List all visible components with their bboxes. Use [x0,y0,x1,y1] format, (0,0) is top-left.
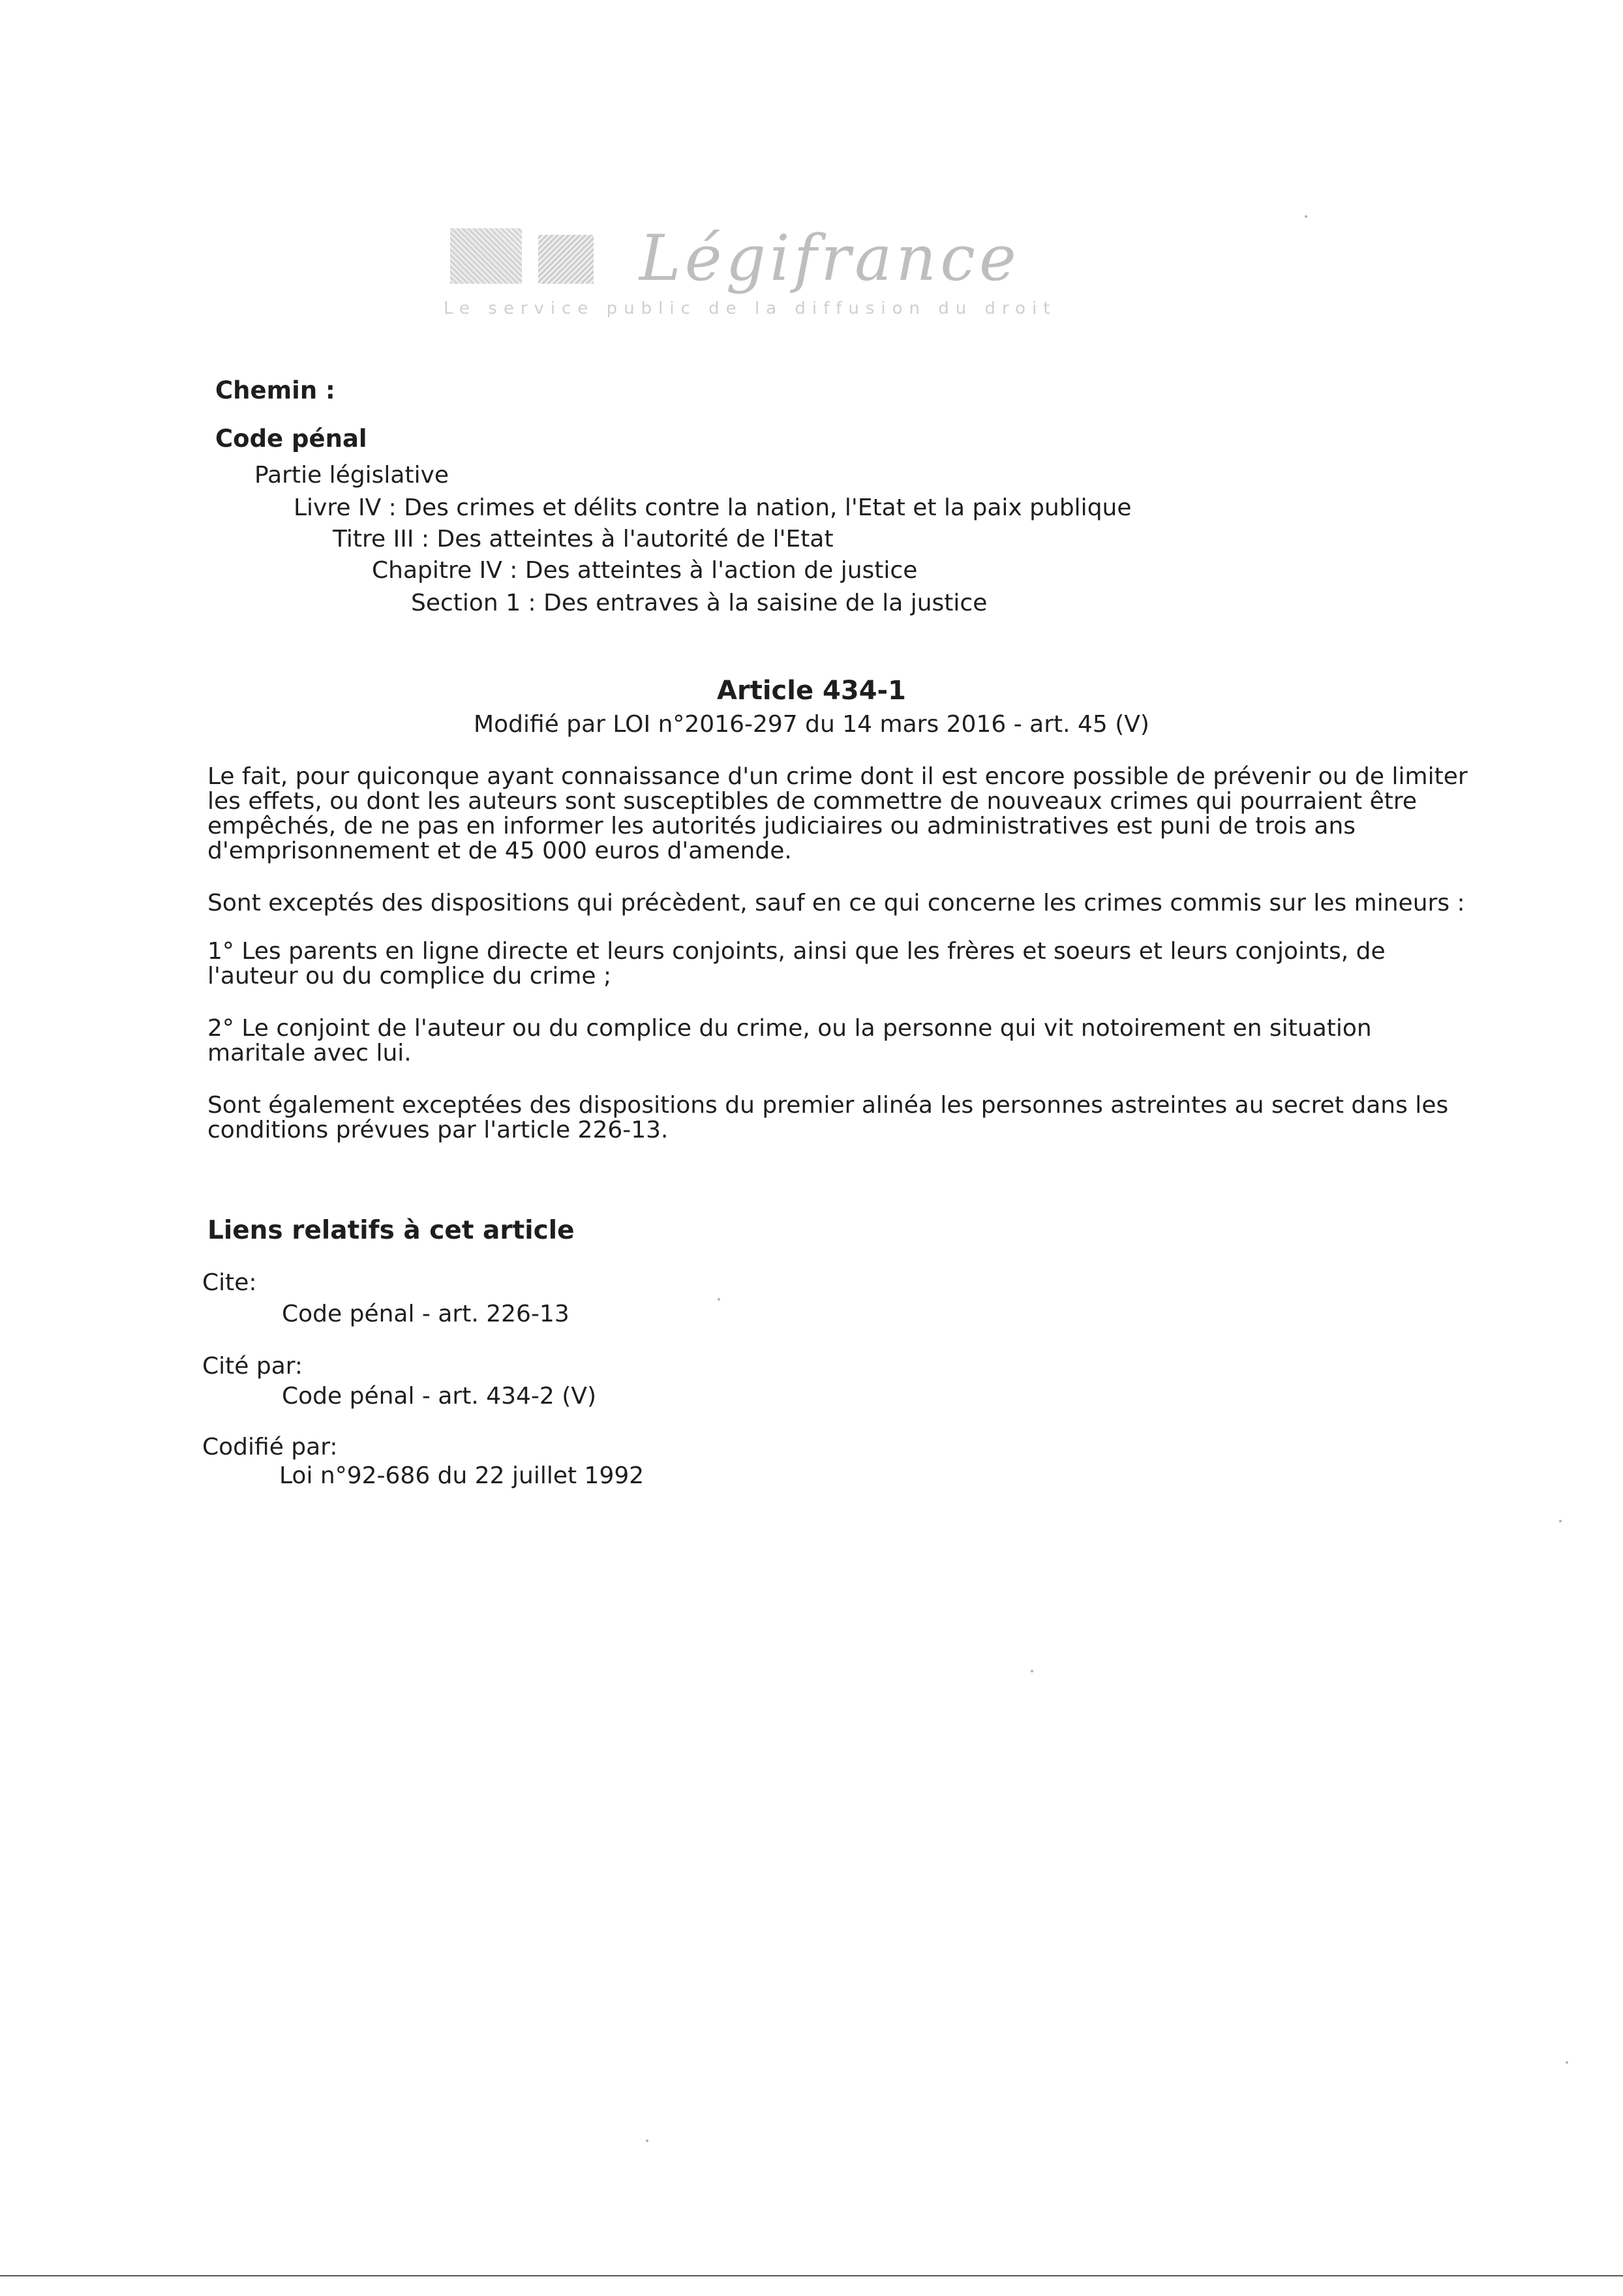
logo-emblem-icon [450,228,522,284]
article-paragraph-3: 1° Les parents en ligne directe et leurs conjoints, ainsi que les frères et soeurs et leurs conjoints, de l'auteur ou du complice du crime ; [207,938,1386,989]
path-section[interactable]: Section 1 : Des entraves à la saisine de la justice [411,590,988,616]
article-paragraph-5: Sont également exceptées des dispositions du premier alinéa les personnes astreintes au secret dans les conditions prévues par l'article 226-13. [207,1092,1449,1143]
path-titre[interactable]: Titre III : Des atteintes à l'autorité de l'Etat [333,526,834,552]
logo-flag-icon [538,235,594,284]
page-bottom-rule [0,2275,1623,2276]
links-heading: Liens relatifs à cet article [207,1216,575,1245]
article-paragraph-1: Le fait, pour quiconque ayant connaissance d'un crime dont il est encore possible de prévenir ou de limiter les effets, ou dont les auteurs sont susceptibles de commettre de nouveaux crimes qui pourraient être empêchés, de ne pas en informer les autorités judiciaires ou administratives est puni de trois ans d'emprisonnement et de 45 000 euros d'amende. [207,763,1468,864]
cite-par-link[interactable]: Code pénal - art. 434-2 (V) [282,1383,596,1410]
article-paragraph-2: Sont exceptés des dispositions qui précèdent, sauf en ce qui concerne les crimes commis sur les mineurs : [207,890,1465,916]
path-chapitre[interactable]: Chapitre IV : Des atteintes à l'action de justice [372,557,918,584]
logo-tagline: Le service public de la diffusion du droit [444,299,1057,318]
path-label: Chemin : [215,376,335,404]
scan-speck [1566,2061,1568,2064]
cite-label: Cite: [202,1269,257,1296]
legifrance-logo [444,222,1239,339]
cite-link[interactable]: Code pénal - art. 226-13 [282,1301,569,1327]
scan-speck [1031,1670,1033,1672]
codifie-link[interactable]: Loi n°92-686 du 22 juillet 1992 [279,1462,645,1489]
article-paragraph-4: 2° Le conjoint de l'auteur ou du complice du crime, ou la personne qui vit notoirement en situation maritale avec lui. [207,1015,1372,1066]
logo-text: Légifrance [639,222,1020,295]
scan-speck [1305,215,1307,218]
path-partie[interactable]: Partie législative [254,462,449,489]
codifie-label: Codifié par: [202,1434,338,1460]
cite-par-label: Cité par: [202,1353,303,1380]
scan-speck [646,2139,648,2142]
path-code[interactable]: Code pénal [215,425,367,453]
scan-speck [1559,1520,1562,1522]
article-title: Article 434-1 [717,676,906,706]
path-livre[interactable]: Livre IV : Des crimes et délits contre la nation, l'Etat et la paix publique [294,494,1132,521]
scan-speck [718,1298,720,1301]
article-modified[interactable]: Modifié par LOI n°2016-297 du 14 mars 2016 - art. 45 (V) [474,711,1149,738]
